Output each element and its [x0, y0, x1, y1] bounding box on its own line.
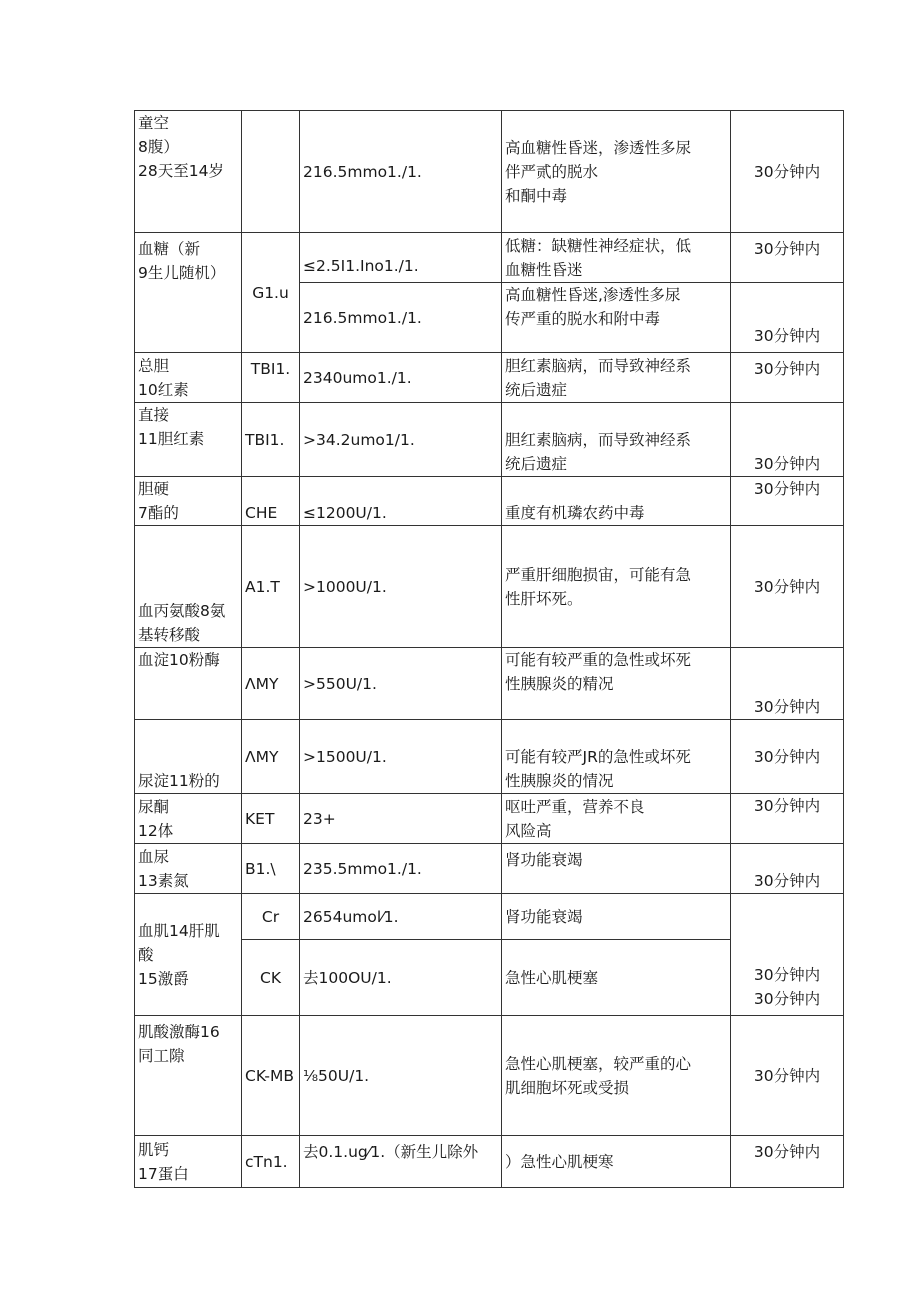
time-cell: 30分钟内 [731, 283, 844, 353]
time-cell: 30分钟内 [731, 111, 844, 233]
abbr-cell: Cr [242, 894, 300, 940]
item-name-cell: 肌酸激酶16 同工隙 [135, 1016, 242, 1136]
description-cell: 肾功能衰竭 [502, 894, 731, 940]
abbr-cell: cTn1. [242, 1136, 300, 1188]
time-cell: 30分钟内 [731, 1016, 844, 1136]
item-name-cell: 血肌14肝肌 酸 15激爵 [135, 894, 242, 1016]
value-cell: ⅛50U/1. [300, 1016, 502, 1136]
description-cell: 严重肝细胞损宙，可能有急 性肝坏死。 [502, 526, 731, 648]
value-cell: ≤1200U/1. [300, 477, 502, 526]
item-name-cell: 血糖（新 9生儿随机） [135, 233, 242, 353]
item-name-cell: 童空 8腹） 28天至14岁 [135, 111, 242, 233]
item-name-cell: 肌钙 17蛋白 [135, 1136, 242, 1188]
table-row [135, 844, 844, 894]
value-cell: 去100OU/1. [300, 940, 502, 1016]
description-cell: 可能有较严JR的急性或坏死 性胰腺炎的情况 [502, 720, 731, 794]
time-cell: 30分钟内 [731, 233, 844, 283]
table-row [135, 1136, 844, 1188]
description-cell: 重度有机璘农药中毒 [502, 477, 731, 526]
critical-values-table [134, 110, 844, 1188]
abbr-cell: G1.u [242, 233, 300, 353]
description-cell: 高血糖性昏迷,渗透性多尿 传严重的脱水和附中毒 [502, 283, 731, 353]
item-name-cell: 血淀10粉酶 [135, 648, 242, 720]
table-row [135, 233, 844, 283]
description-cell: 可能有较严重的急性或坏死 性胰腺炎的精况 [502, 648, 731, 720]
abbr-cell: CK-MB [242, 1016, 300, 1136]
value-cell: >34.2umo1/1. [300, 403, 502, 477]
abbr-cell: ΛMY [242, 648, 300, 720]
description-cell: 急性心肌梗塞 [502, 940, 731, 1016]
value-cell: 216.5mmo1./1. [300, 283, 502, 353]
item-name-cell: 尿酮 12体 [135, 794, 242, 844]
value-cell: >1000U/1. [300, 526, 502, 648]
table-row [135, 403, 844, 477]
item-name-cell: 总胆 10红素 [135, 353, 242, 403]
value-cell: 2340umo1./1. [300, 353, 502, 403]
table-row [135, 353, 844, 403]
time-cell: 30分钟内 30分钟内 [731, 894, 844, 1016]
table-row [135, 526, 844, 648]
table-row [135, 794, 844, 844]
abbr-cell: KET [242, 794, 300, 844]
abbr-cell: CHE [242, 477, 300, 526]
description-cell: ）急性心肌梗寒 [502, 1136, 731, 1188]
table-row [135, 720, 844, 794]
description-cell: 胆红素脑病，而导致神经系 统后遗症 [502, 403, 731, 477]
time-cell: 30分钟内 [731, 794, 844, 844]
abbr-cell [242, 111, 300, 233]
description-cell: 高血糖性昏迷，渗透性多尿 伴严贰的脱水 和酮中毒 [502, 111, 731, 233]
table-row [135, 477, 844, 526]
time-cell: 30分钟内 [731, 403, 844, 477]
value-cell: 2654umol⁄1. [300, 894, 502, 940]
time-cell: 30分钟内 [731, 720, 844, 794]
table-row [135, 894, 844, 940]
time-cell: 30分钟内 [731, 844, 844, 894]
time-cell: 30分钟内 [731, 353, 844, 403]
abbr-cell: TBI1. [242, 353, 300, 403]
abbr-cell: ΛMY [242, 720, 300, 794]
table-row [135, 1016, 844, 1136]
abbr-cell: A1.T [242, 526, 300, 648]
item-name-cell: 直接 11胆红素 [135, 403, 242, 477]
value-cell: >550U/1. [300, 648, 502, 720]
item-name-cell: 血尿 13素氮 [135, 844, 242, 894]
time-cell: 30分钟内 [731, 648, 844, 720]
abbr-cell: B1.\ [242, 844, 300, 894]
description-cell: 低糖：缺糖性神经症状，低 血糖性昏迷 [502, 233, 731, 283]
description-cell: 肾功能衰竭 [502, 844, 731, 894]
value-cell: 去0.1.ug⁄1.（新生儿除外 [300, 1136, 502, 1188]
value-cell: 235.5mmo1./1. [300, 844, 502, 894]
item-name-cell: 尿淀11粉的 [135, 720, 242, 794]
abbr-cell: TBI1. [242, 403, 300, 477]
value-cell: ≤2.5I1.Ino1./1. [300, 233, 502, 283]
description-cell: 急性心肌梗塞，较严重的心 肌细胞坏死或受损 [502, 1016, 731, 1136]
value-cell: 216.5mmo1./1. [300, 111, 502, 233]
description-cell: 呕吐严重，营养不良 风险高 [502, 794, 731, 844]
item-name-cell: 胆硬 7酯的 [135, 477, 242, 526]
time-cell: 30分钟内 [731, 1136, 844, 1188]
time-cell: 30分钟内 [731, 477, 844, 526]
abbr-cell: CK [242, 940, 300, 1016]
table-row [135, 648, 844, 720]
value-cell: 23+ [300, 794, 502, 844]
item-name-cell: 血丙氨酸8氨 基转移酸 [135, 526, 242, 648]
time-cell: 30分钟内 [731, 526, 844, 648]
value-cell: >1500U/1. [300, 720, 502, 794]
table-row [135, 111, 844, 233]
description-cell: 胆红素脑病，而导致神经系 统后遗症 [502, 353, 731, 403]
